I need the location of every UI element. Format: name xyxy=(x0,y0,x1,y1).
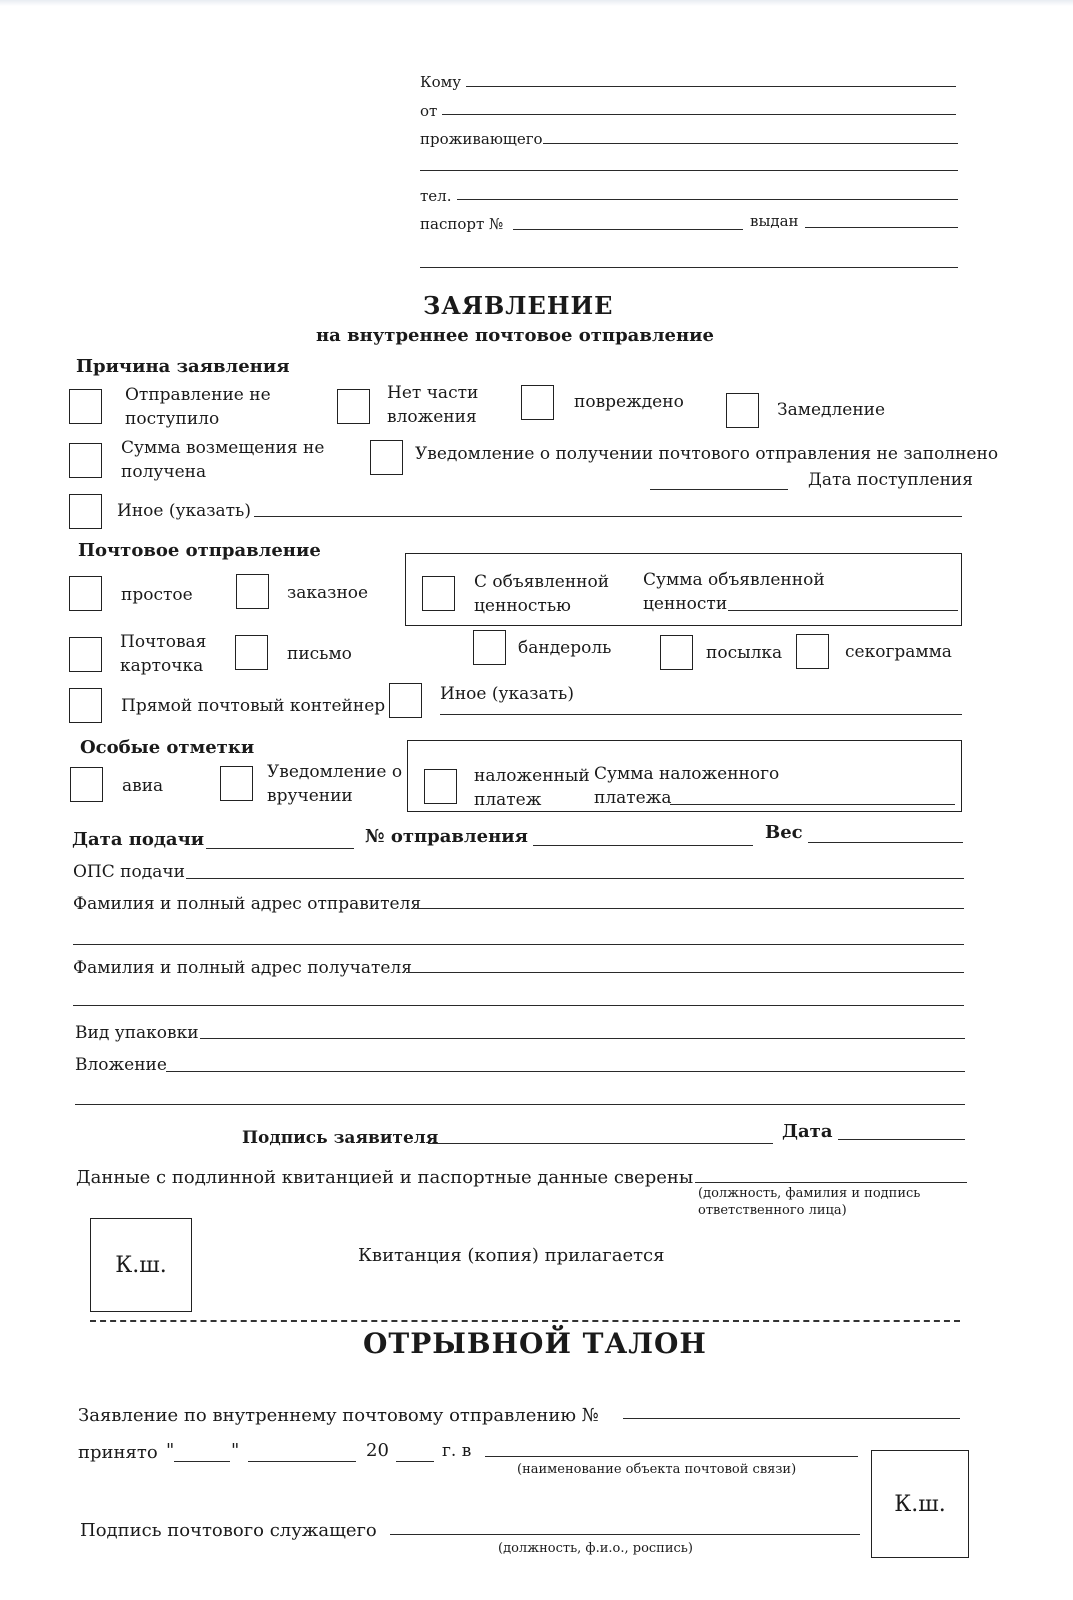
reason-missing-part-label-1: Нет части xyxy=(387,383,479,403)
item-simple-label: простое xyxy=(121,585,193,605)
item-number-label: № отправления xyxy=(365,826,528,847)
residing-field-2[interactable] xyxy=(420,170,958,171)
form-subtitle: на внутреннее почтовое отправление xyxy=(316,325,714,346)
marks-cod-checkbox[interactable] xyxy=(424,769,457,804)
item-registered-checkbox[interactable] xyxy=(236,574,269,609)
reason-other-checkbox[interactable] xyxy=(69,494,102,529)
item-declared-value-label-2: ценностью xyxy=(474,596,571,616)
accepted-day-field[interactable] xyxy=(174,1461,230,1462)
tear-off-statement-field[interactable] xyxy=(623,1418,960,1419)
reason-damaged-checkbox[interactable] xyxy=(521,385,554,420)
clerk-signature-field[interactable] xyxy=(390,1534,860,1535)
item-direct-container-label: Прямой почтовый контейнер xyxy=(121,696,386,716)
phone-label: тел. xyxy=(420,187,452,205)
declared-sum-field[interactable] xyxy=(728,610,958,611)
reason-notice-label: Уведомление о получении почтового отправления не заполнено xyxy=(415,444,999,464)
clerk-signature-hint: (должность, ф.и.о., роспись) xyxy=(498,1541,693,1556)
item-registered-label: заказное xyxy=(287,583,369,603)
reason-delay-checkbox[interactable] xyxy=(726,393,759,428)
reason-missing-part-label-2: вложения xyxy=(387,407,477,427)
recipient-field-2[interactable] xyxy=(73,1005,964,1006)
post-office-name-hint: (наименование объекта почтовой связи) xyxy=(517,1462,797,1477)
packaging-field[interactable] xyxy=(200,1038,965,1039)
reason-missing-part-checkbox[interactable] xyxy=(337,389,370,424)
passport-label: паспорт № xyxy=(420,215,504,233)
reason-notice-checkbox[interactable] xyxy=(370,440,403,475)
verified-label: Данные с подлинной квитанцией и паспортные данные сверены xyxy=(76,1167,694,1188)
cod-sum-field[interactable] xyxy=(670,804,955,805)
item-direct-container-checkbox[interactable] xyxy=(69,688,102,723)
tear-line xyxy=(90,1320,960,1322)
declared-sum-label-1: Сумма объявленной xyxy=(643,570,825,590)
weight-field[interactable] xyxy=(808,842,963,843)
sender-field-2[interactable] xyxy=(73,944,964,945)
item-other-label: Иное (указать) xyxy=(440,684,574,704)
item-postcard-label-1: Почтовая xyxy=(120,632,207,652)
tear-off-stamp-label: К.ш. xyxy=(894,1491,946,1517)
item-secogram-checkbox[interactable] xyxy=(796,634,829,669)
receipt-attached-label: Квитанция (копия) прилагается xyxy=(358,1245,665,1266)
post-office-field[interactable] xyxy=(186,878,964,879)
to-label: Кому xyxy=(420,73,462,91)
residing-field[interactable] xyxy=(543,143,958,144)
from-label: от xyxy=(420,102,438,120)
cod-sum-label-2: платежа xyxy=(594,788,672,808)
item-heading: Почтовое отправление xyxy=(78,540,321,561)
clerk-signature-label: Подпись почтового служащего xyxy=(80,1520,377,1541)
passport-number-field[interactable] xyxy=(513,229,743,230)
quote-close: " xyxy=(231,1440,240,1461)
contents-label: Вложение xyxy=(75,1055,167,1075)
scan-edge xyxy=(0,0,1073,6)
post-office-name-field[interactable] xyxy=(485,1456,858,1457)
stamp-label: К.ш. xyxy=(115,1252,167,1278)
item-other-checkbox[interactable] xyxy=(389,683,422,718)
accepted-month-field[interactable] xyxy=(248,1461,356,1462)
item-postcard-checkbox[interactable] xyxy=(69,637,102,672)
recipient-field[interactable] xyxy=(406,972,964,973)
reason-not-received-label-2: поступило xyxy=(125,409,220,429)
reason-heading: Причина заявления xyxy=(76,356,290,377)
marks-air-checkbox[interactable] xyxy=(70,767,103,802)
post-office-label: ОПС подачи xyxy=(73,862,185,882)
item-wrapper-label: бандероль xyxy=(518,638,612,658)
accepted-year-field[interactable] xyxy=(396,1461,434,1462)
item-declared-value-checkbox[interactable] xyxy=(422,576,455,611)
quote-open: " xyxy=(166,1440,175,1461)
reason-other-label: Иное (указать) xyxy=(117,501,251,521)
applicant-signature-field[interactable] xyxy=(428,1143,773,1144)
verified-hint-2: ответственного лица) xyxy=(698,1203,847,1218)
reason-not-received-label-1: Отправление не xyxy=(125,385,271,405)
item-declared-value-label-1: С объявленной xyxy=(474,572,610,592)
item-letter-checkbox[interactable] xyxy=(235,635,268,670)
item-secogram-label: секограмма xyxy=(845,642,952,662)
to-field[interactable] xyxy=(466,86,956,87)
submit-date-label: Дата подачи xyxy=(72,829,205,850)
phone-field[interactable] xyxy=(457,199,958,200)
item-other-field[interactable] xyxy=(440,714,962,715)
tear-off-stamp-box xyxy=(871,1450,969,1558)
tear-off-statement-label: Заявление по внутреннему почтовому отправлению № xyxy=(78,1405,599,1426)
item-simple-checkbox[interactable] xyxy=(69,576,102,611)
reason-delay-label: Замедление xyxy=(777,400,886,420)
issued-field-2[interactable] xyxy=(420,267,958,268)
stamp-box xyxy=(90,1218,192,1312)
marks-delivery-notice-checkbox[interactable] xyxy=(220,766,253,801)
year-prefix: 20 xyxy=(366,1440,389,1461)
sender-field[interactable] xyxy=(414,908,964,909)
item-postcard-label-2: карточка xyxy=(120,656,204,676)
item-number-field[interactable] xyxy=(533,845,753,846)
item-letter-label: письмо xyxy=(287,644,352,664)
reason-compensation-label-1: Сумма возмещения не xyxy=(121,438,325,458)
form-title: ЗАЯВЛЕНИЕ xyxy=(423,291,614,320)
recipient-label: Фамилия и полный адрес получателя xyxy=(73,958,412,978)
declared-sum-label-2: ценности xyxy=(643,594,728,614)
item-wrapper-checkbox[interactable] xyxy=(473,630,506,665)
marks-delivery-notice-label-1: Уведомление о xyxy=(267,762,403,782)
submit-date-field[interactable] xyxy=(206,848,354,849)
reason-other-field[interactable] xyxy=(254,516,962,517)
accepted-label: принято xyxy=(78,1442,158,1463)
marks-cod-label-1: наложенный xyxy=(474,766,590,786)
item-parcel-checkbox[interactable] xyxy=(660,635,693,670)
cod-sum-label-1: Сумма наложенного xyxy=(594,764,780,784)
from-field[interactable] xyxy=(442,114,956,115)
reason-compensation-checkbox[interactable] xyxy=(69,443,102,478)
marks-heading: Особые отметки xyxy=(80,737,255,758)
verified-field[interactable] xyxy=(695,1182,967,1183)
arrival-date-label: Дата поступления xyxy=(808,470,973,490)
weight-label: Вес xyxy=(765,822,803,843)
reason-damaged-label: повреждено xyxy=(574,392,684,412)
signature-date-field[interactable] xyxy=(838,1139,965,1140)
marks-cod-label-2: платеж xyxy=(474,790,542,810)
packaging-label: Вид упаковки xyxy=(75,1023,199,1043)
contents-field-2[interactable] xyxy=(75,1104,965,1105)
contents-field[interactable] xyxy=(166,1071,965,1072)
year-suffix: г. в xyxy=(442,1441,472,1461)
residing-label: проживающего xyxy=(420,130,543,148)
reason-not-received-checkbox[interactable] xyxy=(69,389,102,424)
sender-label: Фамилия и полный адрес отправителя xyxy=(73,894,422,914)
verified-hint-1: (должность, фамилия и подпись xyxy=(698,1186,921,1201)
issued-field[interactable] xyxy=(805,227,958,228)
signature-date-label: Дата xyxy=(782,1121,833,1142)
tear-off-title: ОТРЫВНОЙ ТАЛОН xyxy=(363,1327,707,1360)
marks-delivery-notice-label-2: вручении xyxy=(267,786,353,806)
applicant-signature-label: Подпись заявителя xyxy=(242,1128,439,1148)
reason-compensation-label-2: получена xyxy=(121,462,207,482)
issued-label: выдан xyxy=(750,212,799,230)
marks-air-label: авиа xyxy=(122,776,164,796)
arrival-date-field[interactable] xyxy=(650,489,788,490)
item-parcel-label: посылка xyxy=(706,643,783,663)
